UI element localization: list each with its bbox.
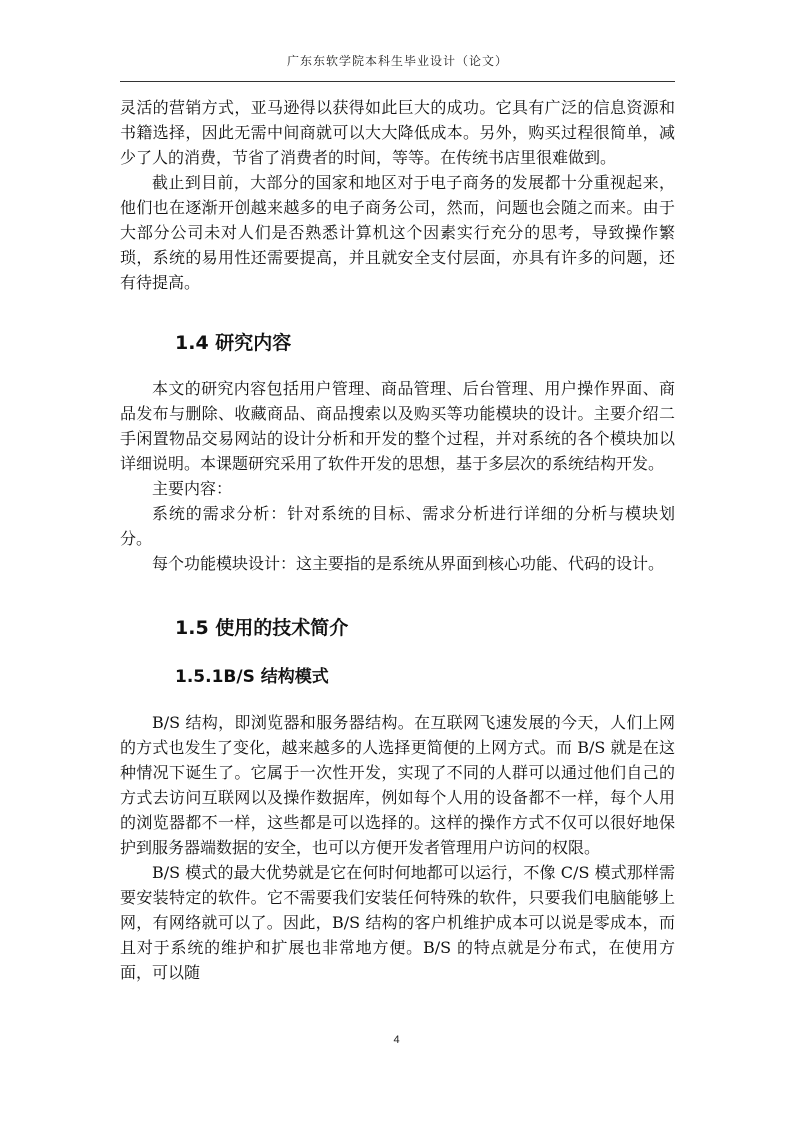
document-body: [120, 95, 675, 985]
paragraph-requirement-analysis: 系统的需求分析：针对系统的目标、需求分析进行详细的分析与模块划分。: [120, 504, 675, 548]
paragraph-module-design: 每个功能模块设计：这主要指的是系统从界面到核心功能、代码的设计。: [152, 554, 665, 573]
section-heading-1-5: 1.5 使用的技术简介: [175, 617, 349, 639]
subsection-heading-1-5-1: 1.5.1B/S 结构模式: [175, 667, 329, 687]
paragraph-bs-structure: B/S 结构，即浏览器和服务器结构。在互联网飞速发展的今天，人们上网的方式也发生了变化，越来越多的人选择更简便的上网方式。而 B/S 就是在这种情况下诞生了。它属于一次性开发，实现了不同的人群可以通过他们自己的方式去访问互联网以及操作数据库，例如每个人用的设备都不一样，每个人用的浏览器都不一样，这些都是可以选择的。这样的操作方式不仅可以很好地保护到服务器端数据的安全，也可以方便开发者管理用户访问的权限。: [120, 713, 675, 857]
paragraph-current-status: 截止到目前，大部分的国家和地区对于电子商务的发展都十分重视起来，他们也在逐渐开创越来越多的电子商务公司，然而，问题也会随之而来。由于大部分公司未对人们是否熟悉计算机这个因素实行充分的思考，导致操作繁琐，系统的易用性还需要提高，并且就安全支付层面，亦具有许多的问题，还有待提高。: [120, 173, 675, 292]
paragraph-main-content-label: 主要内容：: [152, 479, 233, 498]
paragraph-bs-advantages: B/S 模式的最大优势就是它在何时何地都可以运行，不像 C/S 模式那样需要安装特定的软件。它不需要我们安装任何特殊的软件，只要我们电脑能够上网，有网络就可以了。因此，B/S 结构的客户机维护成本可以说是零成本，而且对于系统的维护和扩展也非常地方便。B/S 的特点就是分布式，在使用方面，可以随: [120, 863, 675, 982]
header-divider: [120, 81, 675, 82]
section-heading-1-4: 1.4 研究内容: [175, 332, 292, 354]
page-number: 4: [393, 1034, 400, 1046]
paragraph-research-content: 本文的研究内容包括用户管理、商品管理、后台管理、用户操作界面、商品发布与删除、收藏商品、商品搜索以及购买等功能模块的设计。主要介绍二手闲置物品交易网站的设计分析和开发的整个过程，并对系统的各个模块加以详细说明。本课题研究采用了软件开发的思想，基于多层次的系统结构开发。: [120, 379, 675, 473]
page-header: 广东东软学院本科生毕业设计（论文）: [286, 54, 508, 68]
paragraph-intro-continuation: 灵活的营销方式，亚马逊得以获得如此巨大的成功。它具有广泛的信息资源和书籍选择，因此无需中间商就可以大大降低成本。另外，购买过程很简单，减少了人的消费，节省了消费者的时间，等等。在传统书店里很难做到。: [120, 98, 675, 167]
